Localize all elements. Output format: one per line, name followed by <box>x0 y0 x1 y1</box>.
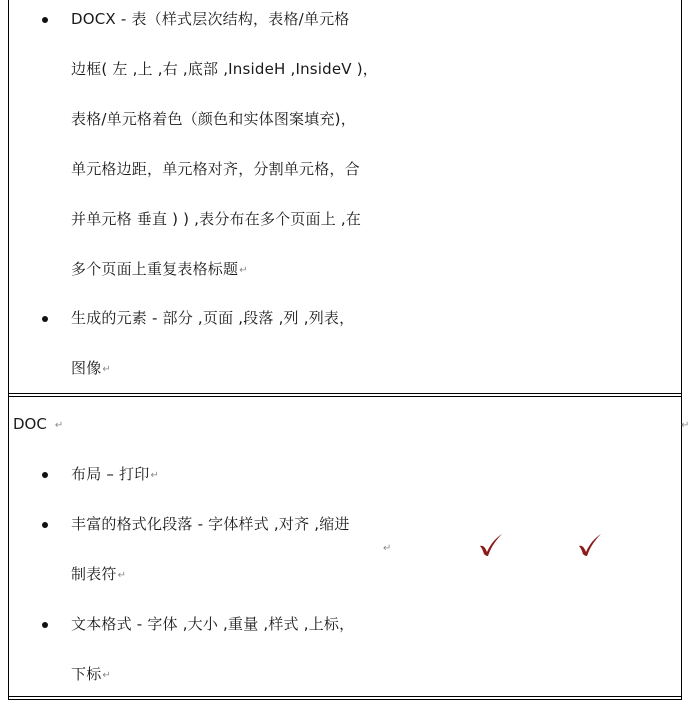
text-line: 布局 – 打印↵ <box>71 465 160 483</box>
bullet-dot <box>42 522 48 528</box>
text-line: 并单元格 垂直 ) ) ,表分布在多个页面上 ,在 <box>71 210 362 228</box>
bullet-dot <box>42 316 48 322</box>
text-line: 多个页面上重复表格标题↵ <box>71 260 248 278</box>
text-line: 文本格式 - 字体 ,大小 ,重量 ,样式 ,上标， <box>71 615 355 633</box>
text-line: 单元格边距，单元格对齐，分割单元格，合 <box>71 160 360 178</box>
paragraph-mark: ↵ <box>102 364 111 375</box>
paragraph-mark: ↵ <box>117 570 127 581</box>
text-line: 生成的元素 - 部分 ,页面 ,段落 ,列 ,列表， <box>71 309 355 327</box>
bullet-dot <box>42 622 48 628</box>
table-border-right <box>681 0 682 700</box>
text-line: 表格/单元格着色（颜色和实体图案填充)， <box>71 110 356 128</box>
text-line: 边框( 左 ,上 ,右 ,底部 ,InsideH ,InsideV )， <box>71 60 378 78</box>
checkmark-icon <box>478 533 504 557</box>
paragraph-mark: ↵ <box>54 420 64 431</box>
paragraph-mark: ↵ <box>383 543 392 554</box>
table-border-bottom <box>8 699 682 700</box>
text-line: 图像↵ <box>71 359 111 377</box>
row-divider <box>8 396 682 397</box>
bullet-dot <box>42 17 48 23</box>
bullet-dot <box>42 472 48 478</box>
docx-features-cell <box>9 0 681 394</box>
paragraph-mark: ↵ <box>102 670 111 681</box>
table-border-bottom <box>8 696 682 697</box>
cell-heading: DOC ↵ <box>13 415 64 433</box>
checkmark-icon <box>577 533 603 557</box>
text-line: 丰富的格式化段落 - 字体样式 ,对齐 ,缩进 <box>71 515 350 533</box>
paragraph-mark: ↵ <box>681 420 689 431</box>
text-line: 下标↵ <box>71 665 111 683</box>
text-line: DOCX - 表（样式层次结构，表格/单元格 <box>71 10 350 28</box>
text-line: 制表符↵ <box>71 565 127 583</box>
paragraph-mark: ↵ <box>150 470 160 481</box>
paragraph-mark: ↵ <box>239 265 248 276</box>
